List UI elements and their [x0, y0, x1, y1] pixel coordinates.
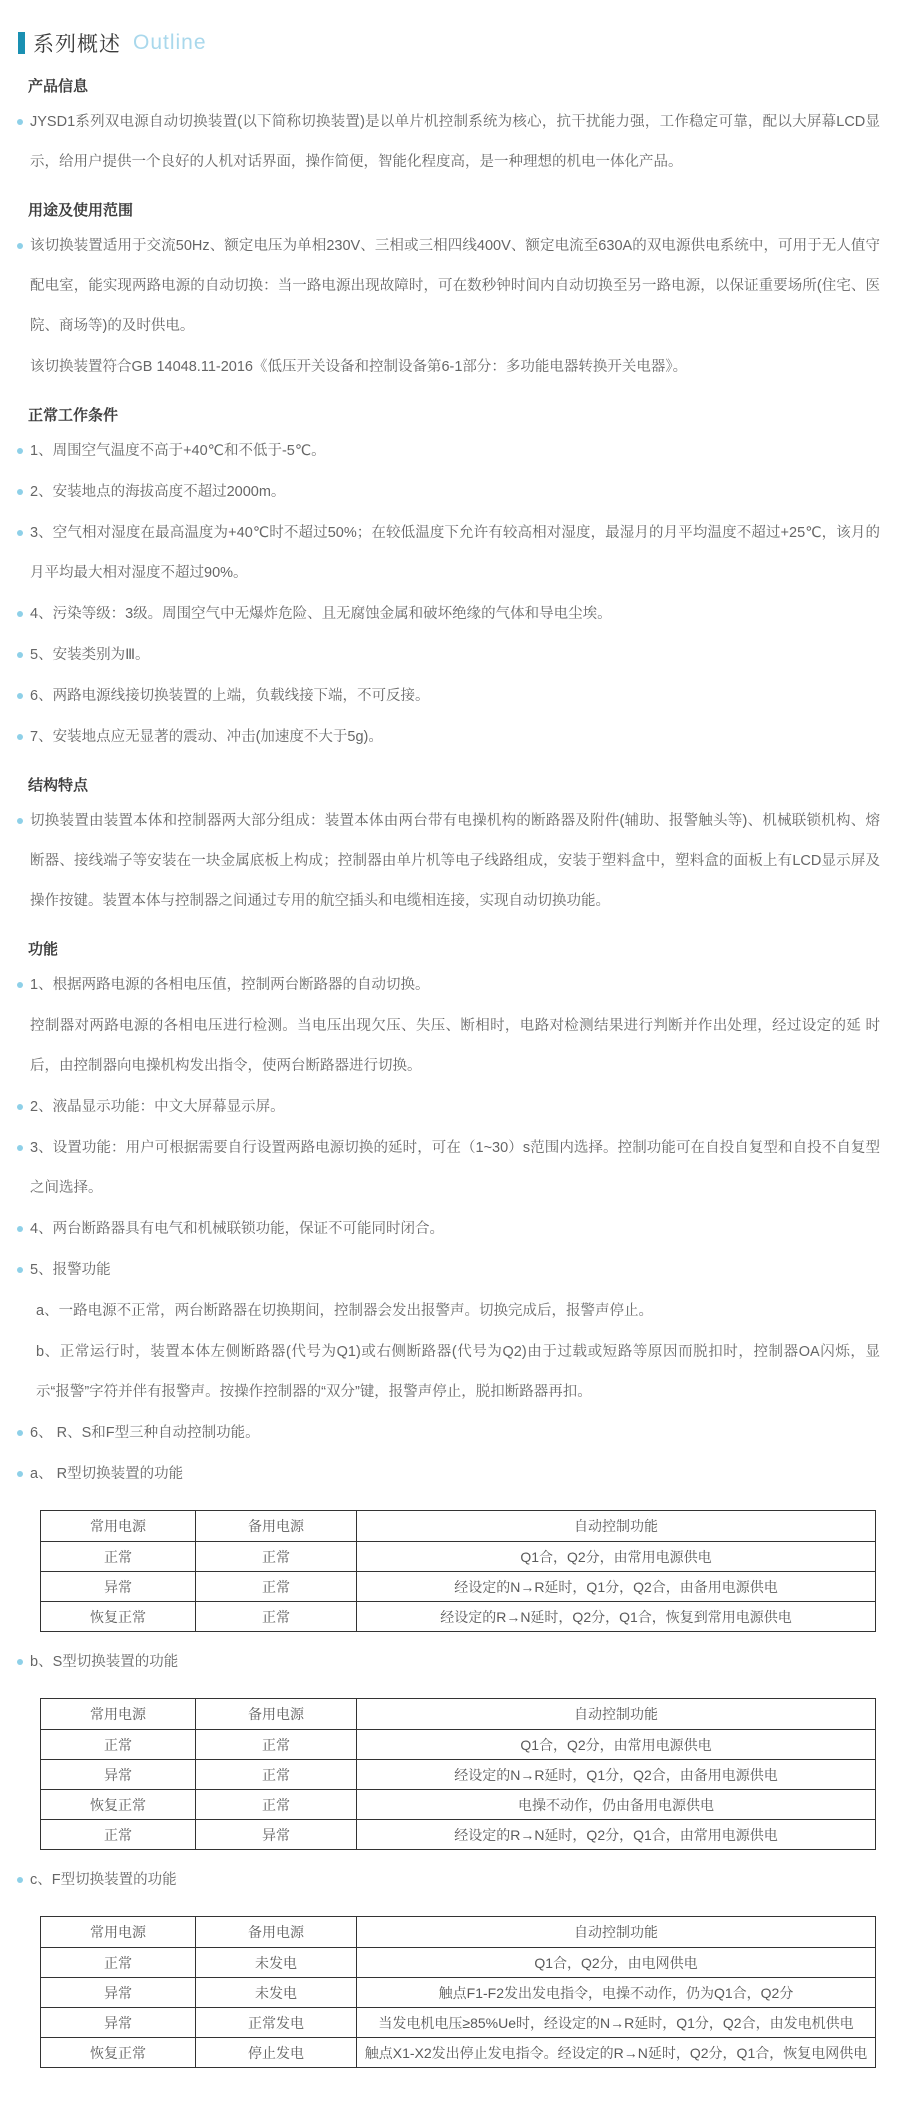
paragraph-text: 6、 R、S和F型三种自动控制功能。	[30, 1425, 260, 1441]
table-cell: 异常	[196, 1820, 357, 1850]
table-header-cell: 备用电源	[196, 1917, 357, 1948]
function-item-3	[18, 1128, 880, 1208]
bullet-icon	[17, 1145, 23, 1151]
type-f-label	[18, 1860, 880, 1900]
table-cell: 停止发电	[196, 2038, 357, 2068]
table-row	[41, 1948, 876, 1978]
table-header-cell: 自动控制功能	[357, 1511, 876, 1542]
function-item-5	[18, 1250, 880, 1290]
table-cell: 异常	[41, 2008, 196, 2038]
table-row	[41, 1602, 876, 1632]
bullet-icon	[17, 448, 23, 454]
paragraph-text: 5、安装类别为Ⅲ。	[30, 647, 150, 663]
table-cell: 正常	[196, 1760, 357, 1790]
bullet-icon	[17, 489, 23, 495]
bullet-icon	[17, 693, 23, 699]
paragraph-text: 控制器对两路电源的各相电压进行检测。当电压出现欠压、失压、断相时，电路对检测结果进行判断并作出处理，经过设定的延 时后，由控制器向电操机构发出指令，使两台断路器进行切换。	[30, 1018, 880, 1074]
paragraph-text: 切换装置由装置本体和控制器两大部分组成：装置本体由两台带有电操机构的断路器及附件(辅助、报警触头等)、机械联锁机构、熔断器、接线端子等安装在一块金属底板上构成；控制器由单片机等电子线路组成，安装于塑料盒中，塑料盒的面板上有LCD显示屏及操作按键。装置本体与控制器之间通过专用的航空插头和电缆相连接，实现自动切换功能。	[30, 813, 880, 909]
table-cell: 正常	[196, 1572, 357, 1602]
table-header-row	[41, 1511, 876, 1542]
table-header-cell: 备用电源	[196, 1699, 357, 1730]
paragraph-text: b、S型切换装置的功能	[30, 1654, 179, 1670]
bullet-icon	[17, 1877, 23, 1883]
condition-item-2	[18, 472, 880, 512]
table-header-cell: 自动控制功能	[357, 1699, 876, 1730]
paragraph-text: a、 R型切换装置的功能	[30, 1466, 184, 1482]
table-cell: Q1合，Q2分，由电网供电	[357, 1948, 876, 1978]
paragraph-text: b、正常运行时，装置本体左侧断路器(代号为Q1)或右侧断路器(代号为Q2)由于过载或短路等原因而脱扣时，控制器OA闪烁，显示“报警”字符并伴有报警声。按操作控制器的“双分”键，报警声停止，脱扣断路器再扣。	[36, 1344, 880, 1400]
section-heading-structure: 结构特点	[28, 777, 89, 794]
function-item-1	[18, 965, 880, 1005]
table-cell: 正常	[41, 1820, 196, 1850]
table-cell: 正常	[196, 1542, 357, 1572]
paragraph-structure	[18, 801, 880, 921]
table-cell: 正常	[41, 1948, 196, 1978]
table-cell: 正常	[196, 1790, 357, 1820]
table-row	[41, 1790, 876, 1820]
table-cell: 触点F1-F2发出发电指令，电操不动作，仍为Q1合，Q2分	[357, 1978, 876, 2008]
page-title-row	[18, 28, 880, 58]
paragraph-text: 3、空气相对湿度在最高温度为+40℃时不超过50%；在较低温度下允许有较高相对湿度，最湿月的月平均温度不超过+25℃，该月的月平均最大相对湿度不超过90%。	[30, 525, 880, 581]
table-cell: 经设定的R→N延时，Q2分，Q1合，由常用电源供电	[357, 1820, 876, 1850]
table-cell: 当发电机电压≥85%Ue时，经设定的N→R延时，Q1分，Q2合，由发电机供电	[357, 2008, 876, 2038]
table-cell: 正常	[41, 1730, 196, 1760]
table-row	[41, 1542, 876, 1572]
table-cell: 恢复正常	[41, 2038, 196, 2068]
section-heading-conditions: 正常工作条件	[28, 407, 119, 424]
paragraph-text: 3、设置功能：用户可根据需要自行设置两路电源切换的延时，可在（1~30）s范围内选择。控制功能可在自投自复型和自投不自复型之间选择。	[30, 1140, 880, 1196]
table-cell: 经设定的N→R延时，Q1分，Q2合，由备用电源供电	[357, 1572, 876, 1602]
table-cell: 未发电	[196, 1978, 357, 2008]
type-f-function-table	[40, 1916, 876, 2068]
bullet-icon	[17, 1104, 23, 1110]
bullet-icon	[17, 530, 23, 536]
page-title-en: Outline	[133, 31, 207, 54]
paragraph-text: 4、污染等级：3级。周围空气中无爆炸危险、且无腐蚀金属和破坏绝缘的气体和导电尘埃。	[30, 606, 612, 622]
bullet-icon	[17, 1430, 23, 1436]
table-cell: 电操不动作，仍由备用电源供电	[357, 1790, 876, 1820]
paragraph-text: 1、根据两路电源的各相电压值，控制两台断路器的自动切换。	[30, 977, 430, 993]
function-item-5b	[18, 1332, 880, 1412]
table-header-row	[41, 1917, 876, 1948]
table-cell: 异常	[41, 1760, 196, 1790]
table-cell: Q1合，Q2分，由常用电源供电	[357, 1542, 876, 1572]
condition-item-3	[18, 513, 880, 593]
table-row	[41, 1572, 876, 1602]
function-item-2	[18, 1087, 880, 1127]
paragraph-product-info	[18, 102, 880, 182]
condition-item-4	[18, 594, 880, 634]
table-row	[41, 1760, 876, 1790]
bullet-icon	[17, 734, 23, 740]
table-cell: 恢复正常	[41, 1602, 196, 1632]
table-cell: 未发电	[196, 1948, 357, 1978]
table-row	[41, 1730, 876, 1760]
bullet-icon	[17, 1226, 23, 1232]
table-cell: 正常	[196, 1730, 357, 1760]
table-row	[41, 2038, 876, 2068]
accent-bar-icon	[18, 32, 25, 54]
table-cell: 异常	[41, 1572, 196, 1602]
paragraph-text: 7、安装地点应无显著的震动、冲击(加速度不大于5g)。	[30, 729, 383, 745]
section-heading-usage: 用途及使用范围	[28, 202, 134, 219]
bullet-icon	[17, 818, 23, 824]
paragraph-usage-2	[18, 347, 880, 387]
paragraph-text: 该切换装置符合GB 14048.11-2016《低压开关设备和控制设备第6-1部分：多功能电器转换开关电器》。	[30, 359, 688, 375]
paragraph-text: 4、两台断路器具有电气和机械联锁功能，保证不可能同时闭合。	[30, 1221, 445, 1237]
paragraph-text: 5、报警功能	[30, 1262, 111, 1278]
table-cell: 经设定的N→R延时，Q1分，Q2合，由备用电源供电	[357, 1760, 876, 1790]
table-row	[41, 1978, 876, 2008]
bullet-icon	[17, 652, 23, 658]
paragraph-text: a、一路电源不正常，两台断路器在切换期间，控制器会发出报警声。切换完成后，报警声停止。	[36, 1303, 654, 1319]
table-row	[41, 2008, 876, 2038]
paragraph-text: 2、液晶显示功能：中文大屏幕显示屏。	[30, 1099, 285, 1115]
type-r-label	[18, 1454, 880, 1494]
paragraph-text: c、F型切换装置的功能	[30, 1872, 177, 1888]
table-cell: 正常发电	[196, 2008, 357, 2038]
paragraph-text: 1、周围空气温度不高于+40℃和不低于-5℃。	[30, 443, 326, 459]
type-r-function-table	[40, 1510, 876, 1632]
bullet-icon	[17, 119, 23, 125]
paragraph-usage-1	[18, 226, 880, 346]
page-title: 系列概述	[33, 33, 121, 56]
table-cell: Q1合，Q2分，由常用电源供电	[357, 1730, 876, 1760]
condition-item-5	[18, 635, 880, 675]
function-item-5a	[18, 1291, 880, 1331]
type-s-label	[18, 1642, 880, 1682]
paragraph-text: 6、两路电源线接切换装置的上端，负载线接下端，不可反接。	[30, 688, 430, 704]
condition-item-6	[18, 676, 880, 716]
table-cell: 恢复正常	[41, 1790, 196, 1820]
bullet-icon	[17, 243, 23, 249]
bullet-icon	[17, 1471, 23, 1477]
paragraph-text: 该切换装置适用于交流50Hz、额定电压为单相230V、三相或三相四线400V、额定电流至630A的双电源供电系统中，可用于无人值守配电室，能实现两路电源的自动切换：当一路电源出现故障时，可在数秒钟时间内自动切换至另一路电源，以保证重要场所(住宅、医院、商场等)的及时供电。	[30, 238, 880, 334]
condition-item-1	[18, 431, 880, 471]
condition-item-7	[18, 717, 880, 757]
table-cell: 正常	[41, 1542, 196, 1572]
table-row	[41, 1820, 876, 1850]
table-cell: 正常	[196, 1602, 357, 1632]
table-cell: 经设定的R→N延时，Q2分，Q1合，恢复到常用电源供电	[357, 1602, 876, 1632]
bullet-icon	[17, 1267, 23, 1273]
section-heading-functions: 功能	[28, 941, 59, 958]
type-s-function-table	[40, 1698, 876, 1850]
table-header-cell: 常用电源	[41, 1699, 196, 1730]
bullet-icon	[17, 611, 23, 617]
function-item-4	[18, 1209, 880, 1249]
table-header-row	[41, 1699, 876, 1730]
table-cell: 触点X1-X2发出停止发电指令。经设定的R→N延时，Q2分，Q1合，恢复电网供电	[357, 2038, 876, 2068]
table-cell: 异常	[41, 1978, 196, 2008]
bullet-icon	[17, 982, 23, 988]
section-heading-product-info: 产品信息	[28, 78, 89, 95]
paragraph-text: JYSD1系列双电源自动切换装置(以下简称切换装置)是以单片机控制系统为核心，抗干扰能力强，工作稳定可靠，配以大屏幕LCD显示，给用户提供一个良好的人机对话界面，操作简便，智能化程度高，是一种理想的机电一体化产品。	[30, 114, 880, 170]
paragraph-text: 2、安装地点的海拔高度不超过2000m。	[30, 484, 286, 500]
table-header-cell: 常用电源	[41, 1917, 196, 1948]
table-header-cell: 常用电源	[41, 1511, 196, 1542]
function-item-6	[18, 1413, 880, 1453]
table-header-cell: 备用电源	[196, 1511, 357, 1542]
function-item-1-detail	[18, 1006, 880, 1086]
table-header-cell: 自动控制功能	[357, 1917, 876, 1948]
bullet-icon	[17, 1659, 23, 1665]
